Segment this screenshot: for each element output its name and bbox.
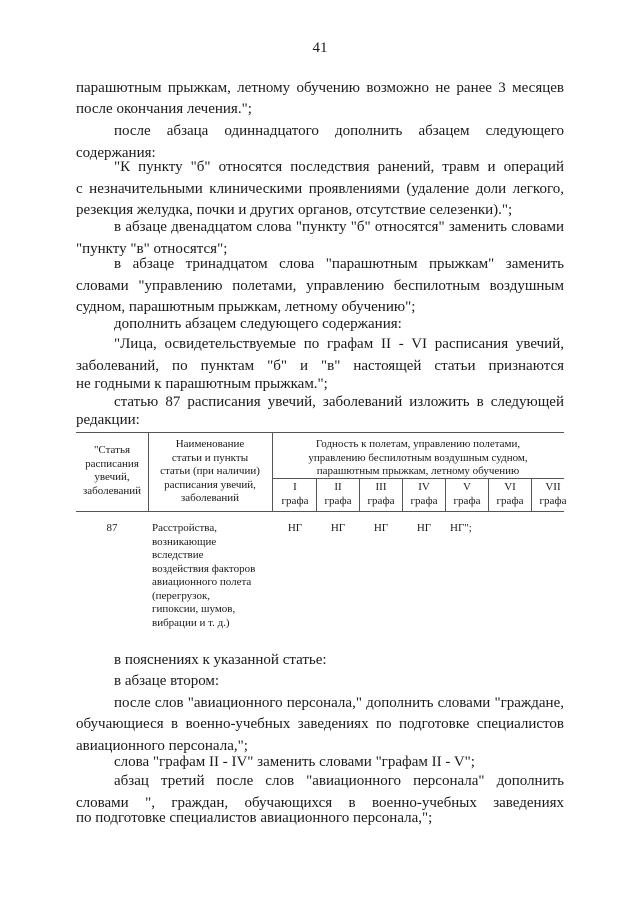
text-line: не годными к парашютным прыжкам.";: [76, 376, 328, 392]
text-line: словами "управлению полетами, управлению беспилотным воздушным: [76, 278, 564, 294]
text-line: авиационного персонала,";: [76, 738, 248, 754]
text-line: статью 87 расписания увечий, заболеваний изложить в следующей: [114, 394, 564, 410]
row-value-graph-2: НГ: [330, 522, 346, 534]
text-line: в абзаце втором:: [114, 673, 220, 689]
fitness-column-header: Годность к полетам, управлению полетами, управлению беспилотным воздушным судном, парашютным прыжкам, летному обучению: [308, 438, 528, 477]
row-article-number: 87: [106, 522, 118, 534]
text-line: после слов "авиационного персонала," дополнить словами "граждане,: [114, 695, 564, 711]
graph-header-1: I графа: [281, 481, 309, 507]
table-header-bottom-border: [76, 511, 564, 512]
text-line: судном, парашютным прыжкам, летному обучению";: [76, 299, 416, 315]
graph-header-4: IV графа: [410, 481, 438, 507]
text-line: обучающиеся в военно-учебных заведениях по подготовке специалистов: [76, 716, 564, 732]
page-number: 41: [312, 40, 328, 56]
text-line: резекция желудка, почки и других органов, отсутствие селезенки).";: [76, 202, 513, 218]
text-line: после окончания лечения.";: [76, 101, 252, 117]
text-line: заболеваний, по пунктам "б" и "в" настоящей статьи признаются: [76, 358, 564, 374]
row-article-name: Расстройства, возникающие вследствие воздействия факторов авиационного полета (перегрузок, гипоксии, шумов, вибрации и т. д.): [152, 522, 256, 629]
row-value-graph-5: НГ";: [450, 522, 472, 534]
text-line: содержания:: [76, 145, 156, 161]
text-line: по подготовке специалистов авиационного персонала,";: [76, 810, 433, 826]
graph-header-2: II графа: [324, 481, 352, 507]
article-column-header: "Статья расписания увечий, заболеваний: [82, 444, 142, 497]
row-value-graph-4: НГ: [416, 522, 432, 534]
text-line: с незначительными клиническими проявлениями (удаление доли легкого,: [76, 181, 564, 197]
graph-header-7: VII графа: [539, 481, 567, 507]
text-line: абзац третий после слов "авиационного персонала" дополнить: [114, 773, 564, 789]
text-line: слова "графам II - IV" заменить словами "графам II - V";: [114, 754, 475, 770]
row-value-graph-1: НГ: [287, 522, 303, 534]
text-line: редакции:: [76, 412, 140, 428]
row-value-graph-3: НГ: [373, 522, 389, 534]
graph-header-3: III графа: [367, 481, 395, 507]
table-top-border: [76, 432, 564, 433]
text-line: "пункту "в" относятся";: [76, 241, 228, 257]
name-column-header: Наименование статьи и пункты статьи (при наличии) расписания увечий, заболеваний: [160, 438, 260, 504]
text-line: парашютным прыжкам, летному обучению возможно не ранее 3 месяцев: [76, 80, 564, 96]
text-line: "Лица, освидетельствуемые по графам II - VI расписания увечий,: [114, 336, 564, 352]
graph-header-6: VI графа: [496, 481, 524, 507]
text-line: в абзаце тринадцатом слова "парашютным прыжкам" заменить: [114, 256, 564, 272]
graph-header-5: V графа: [453, 481, 481, 507]
text-line: словами ", граждан, обучающихся в военно-учебных заведениях: [76, 795, 564, 811]
text-line: дополнить абзацем следующего содержания:: [114, 316, 402, 332]
text-line: после абзаца одиннадцатого дополнить абзацем следующего: [114, 123, 564, 139]
text-line: в пояснениях к указанной статье:: [114, 652, 327, 668]
text-line: в абзаце двенадцатом слова "пункту "б" относятся" заменить словами: [114, 219, 564, 235]
text-line: "К пункту "б" относятся последствия ранений, травм и операций: [114, 159, 564, 175]
